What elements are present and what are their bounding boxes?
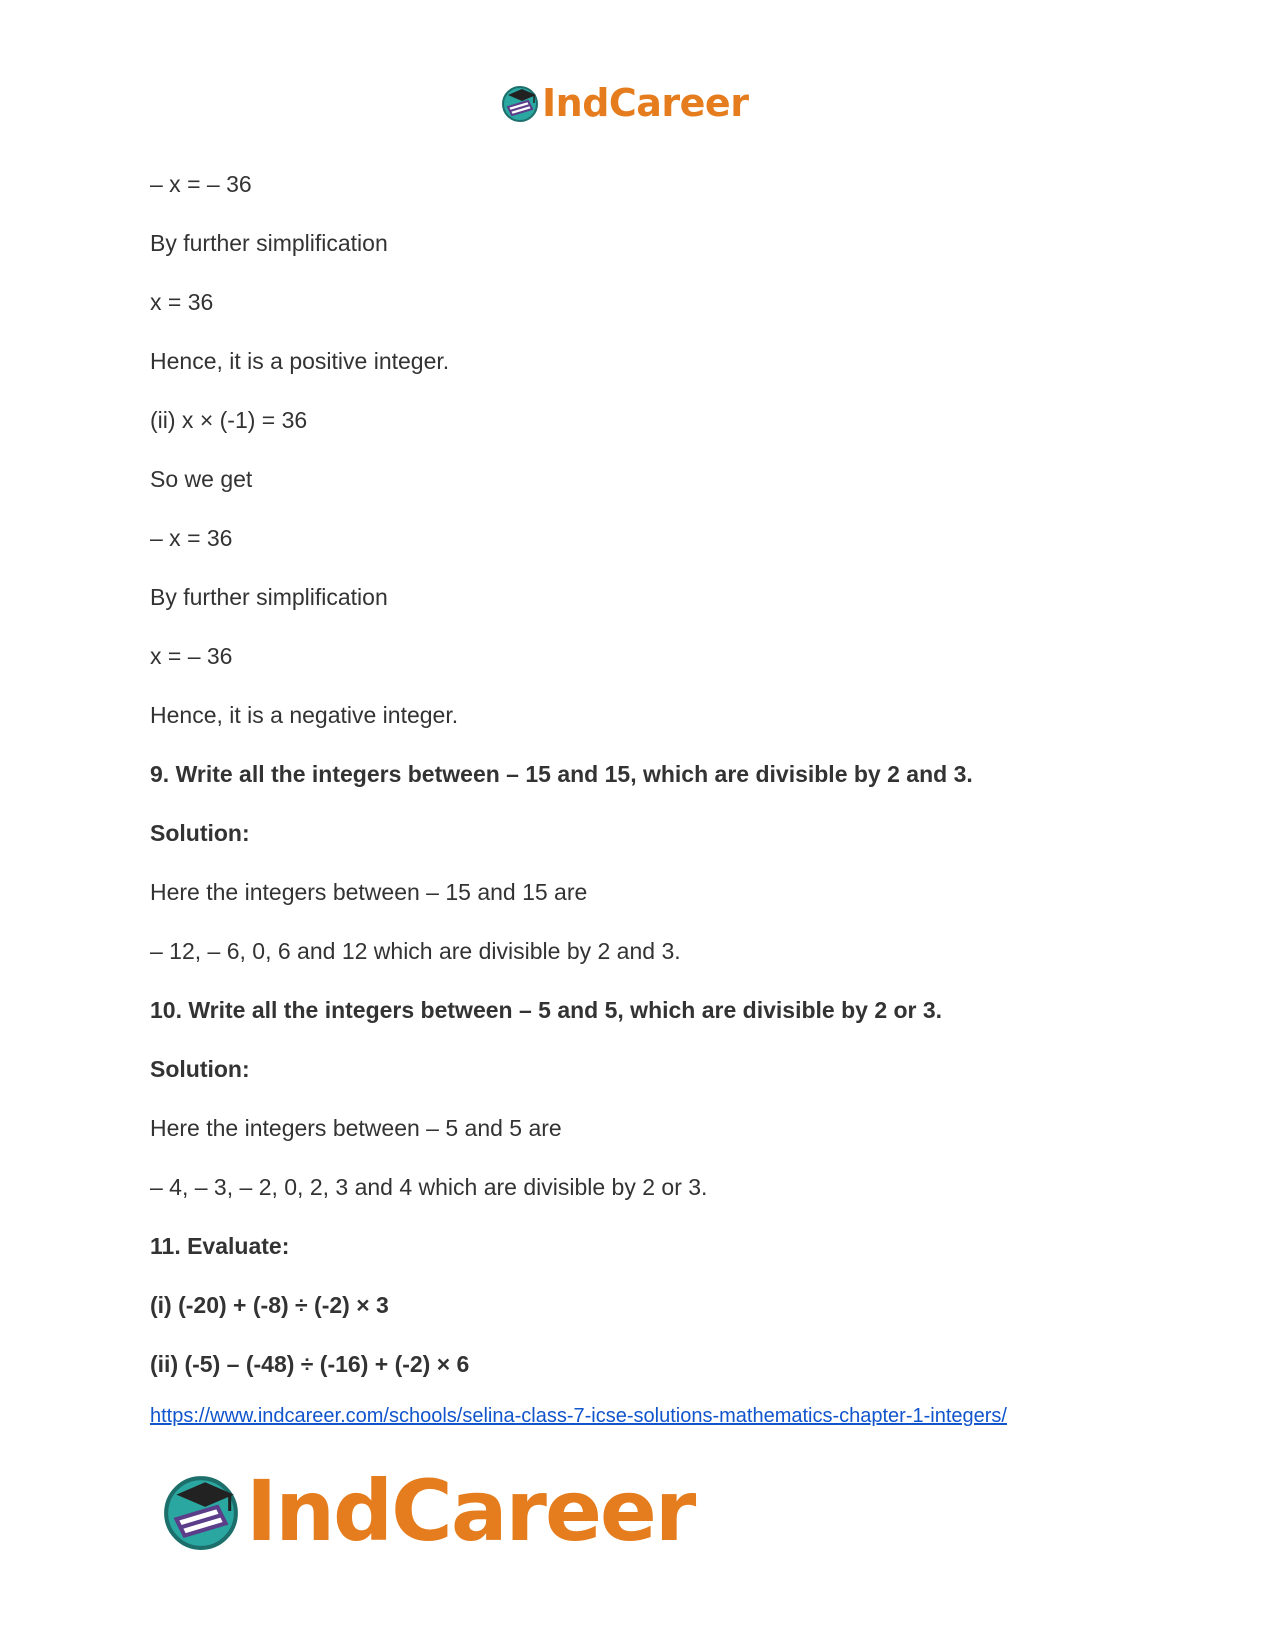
- text-line: – x = – 36: [150, 171, 252, 197]
- bold-text-line: 9. Write all the integers between – 15 and 15, which are divisible by 2 and 3.: [150, 761, 973, 787]
- bold-text-line: Solution:: [150, 1056, 250, 1082]
- graduation-globe-icon: [500, 83, 540, 123]
- text-line: x = 36: [150, 289, 214, 315]
- footer-logo-text: IndCareer: [246, 1462, 695, 1560]
- source-url-link[interactable]: https://www.indcareer.com/schools/selina-class-7-icse-solutions-mathematics-chapter-1-integers/: [150, 1405, 1007, 1427]
- text-line: Here the integers between – 5 and 5 are: [150, 1115, 562, 1141]
- document-body: [150, 170, 1150, 1409]
- text-line: (ii) x × (-1) = 36: [150, 407, 308, 433]
- text-line: x = – 36: [150, 643, 233, 669]
- text-line: Hence, it is a negative integer.: [150, 702, 459, 728]
- text-line: – 12, – 6, 0, 6 and 12 which are divisible by 2 and 3.: [150, 938, 681, 964]
- header-logo: [500, 78, 748, 128]
- text-line: Here the integers between – 15 and 15 are: [150, 879, 588, 905]
- text-line: – x = 36: [150, 525, 233, 551]
- bold-text-line: (i) (-20) + (-8) ÷ (-2) × 3: [150, 1292, 389, 1318]
- bold-text-line: Solution:: [150, 820, 250, 846]
- text-line: So we get: [150, 466, 253, 492]
- text-line: By further simplification: [150, 230, 388, 256]
- text-line: Hence, it is a positive integer.: [150, 348, 450, 374]
- header-logo-text: IndCareer: [542, 81, 749, 125]
- bold-text-line: (ii) (-5) – (-48) ÷ (-16) + (-2) × 6: [150, 1351, 470, 1377]
- text-line: By further simplification: [150, 584, 388, 610]
- graduation-globe-icon: [160, 1470, 242, 1552]
- footer-logo: [160, 1462, 695, 1560]
- bold-text-line: 10. Write all the integers between – 5 and 5, which are divisible by 2 or 3.: [150, 997, 943, 1023]
- text-line: – 4, – 3, – 2, 0, 2, 3 and 4 which are divisible by 2 or 3.: [150, 1174, 708, 1200]
- bold-text-line: 11. Evaluate:: [150, 1233, 290, 1259]
